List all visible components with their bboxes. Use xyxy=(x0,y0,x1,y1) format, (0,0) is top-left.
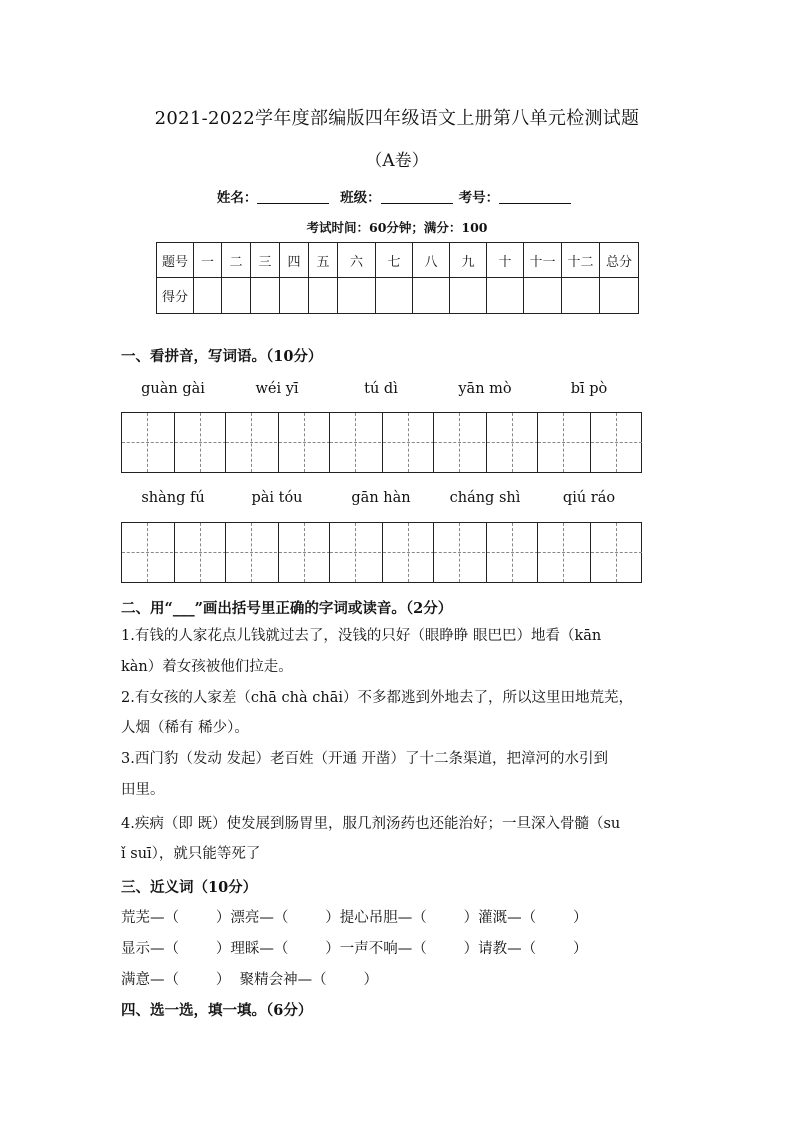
score-header-cell: 一 xyxy=(194,243,222,278)
score-header-cell: 二 xyxy=(222,243,251,278)
score-input-cell[interactable] xyxy=(600,278,639,314)
writing-grid-row-1 xyxy=(121,412,643,473)
score-header-cell: 九 xyxy=(450,243,487,278)
section2-line: kàn）着女孩被他们拉走。 xyxy=(121,659,293,675)
exam-title: 2021-2022学年度部编版四年级语文上册第八单元检测试题 xyxy=(154,108,640,129)
pinyin-item: gān hàn xyxy=(351,490,411,506)
synonym-line: 显示—（ ）理睬—（ ）一声不响—（ ）请教—（ ） xyxy=(121,941,588,957)
score-table xyxy=(156,242,639,314)
section2-line: 4.疾病（即 既）使发展到肠胃里，服几剂汤药也还能治好；一旦深入骨髓（su xyxy=(121,816,621,832)
writing-box[interactable] xyxy=(433,412,538,473)
pinyin-item: pài tóu xyxy=(251,490,303,506)
score-header-cell: 四 xyxy=(280,243,309,278)
writing-box[interactable] xyxy=(329,522,434,583)
score-header-cell: 十 xyxy=(487,243,524,278)
score-input-cell[interactable] xyxy=(251,278,280,314)
name-label: 姓名： xyxy=(216,190,258,206)
pinyin-item: yān mò xyxy=(458,381,512,397)
section2-heading: 二、用“___”画出括号里正确的字词或读音。（2分） xyxy=(121,600,453,617)
synonym-line: 满意—（ ） 聚精会神—（ ） xyxy=(121,972,378,988)
writing-box[interactable] xyxy=(225,412,330,473)
score-input-cell[interactable] xyxy=(524,278,562,314)
section2-line: 3.西门豹（发动 发起）老百姓（开通 开凿）了十二条渠道，把漳河的水引到 xyxy=(121,751,609,767)
class-label: 班级： xyxy=(340,190,381,206)
writing-box[interactable] xyxy=(433,522,538,583)
name-blank[interactable] xyxy=(257,189,329,204)
writing-box[interactable] xyxy=(225,522,330,583)
exam-time-line: 考试时间：60分钟；满分：100 xyxy=(306,220,488,235)
score-input-cell[interactable] xyxy=(338,278,376,314)
section4-heading: 四、选一选，填一填。（6分） xyxy=(121,1002,313,1019)
exam-no-label: 考号： xyxy=(458,190,500,206)
score-input-cell[interactable] xyxy=(222,278,251,314)
score-input-cell[interactable] xyxy=(194,278,222,314)
exam-subtitle: （A卷） xyxy=(365,151,429,171)
pinyin-item: cháng shì xyxy=(449,490,521,506)
score-input-cell[interactable] xyxy=(562,278,600,314)
score-header-cell: 八 xyxy=(413,243,450,278)
section2-line: 1.有钱的人家花点儿钱就过去了，没钱的只好（眼睁睁 眼巴巴）地看（kān xyxy=(121,628,602,644)
writing-box[interactable] xyxy=(537,412,642,473)
section3-heading: 三、近义词（10分） xyxy=(121,879,258,896)
pinyin-item: bī pò xyxy=(570,381,608,397)
section2-line: 田里。 xyxy=(121,782,165,798)
writing-box[interactable] xyxy=(329,412,434,473)
score-header-cell: 三 xyxy=(251,243,280,278)
score-table-score-row xyxy=(157,278,639,314)
pinyin-row-1 xyxy=(121,381,643,401)
score-input-cell[interactable] xyxy=(487,278,524,314)
section2-line: ǐ suī），就只能等死了 xyxy=(121,846,261,862)
score-header-cell: 题号 xyxy=(157,243,194,278)
writing-box[interactable] xyxy=(537,522,642,583)
writing-box[interactable] xyxy=(121,522,226,583)
score-header-cell: 十二 xyxy=(562,243,600,278)
exam-no-blank[interactable] xyxy=(499,189,571,204)
writing-box[interactable] xyxy=(121,412,226,473)
score-header-cell: 六 xyxy=(338,243,376,278)
section2-line: 2.有女孩的人家差（chā chà chāi）不多都逃到外地去了，所以这里田地荒芜， xyxy=(121,690,634,706)
score-input-cell[interactable] xyxy=(413,278,450,314)
pinyin-row-2 xyxy=(121,490,643,510)
score-row-label: 得分 xyxy=(157,278,194,314)
score-input-cell[interactable] xyxy=(450,278,487,314)
pinyin-item: tú dì xyxy=(364,381,398,397)
score-input-cell[interactable] xyxy=(309,278,338,314)
score-input-cell[interactable] xyxy=(280,278,309,314)
student-info-line xyxy=(0,186,794,206)
writing-grid-row-2 xyxy=(121,522,643,583)
score-header-cell: 五 xyxy=(309,243,338,278)
section1-heading: 一、看拼音，写词语。（10分） xyxy=(121,348,323,365)
score-header-cell: 七 xyxy=(376,243,413,278)
pinyin-item: qiú ráo xyxy=(562,490,616,506)
pinyin-item: wéi yī xyxy=(255,381,299,397)
score-header-cell: 总分 xyxy=(600,243,639,278)
class-blank[interactable] xyxy=(381,189,453,204)
pinyin-item: shàng fú xyxy=(141,490,205,506)
score-table-header-row xyxy=(157,243,639,278)
section2-line: 人烟（稀有 稀少）。 xyxy=(121,720,249,736)
score-header-cell: 十一 xyxy=(524,243,562,278)
synonym-line: 荒芜—（ ）漂亮—（ ）提心吊胆—（ ）灌溉—（ ） xyxy=(121,910,588,926)
score-input-cell[interactable] xyxy=(376,278,413,314)
pinyin-item: guàn gài xyxy=(141,381,205,397)
